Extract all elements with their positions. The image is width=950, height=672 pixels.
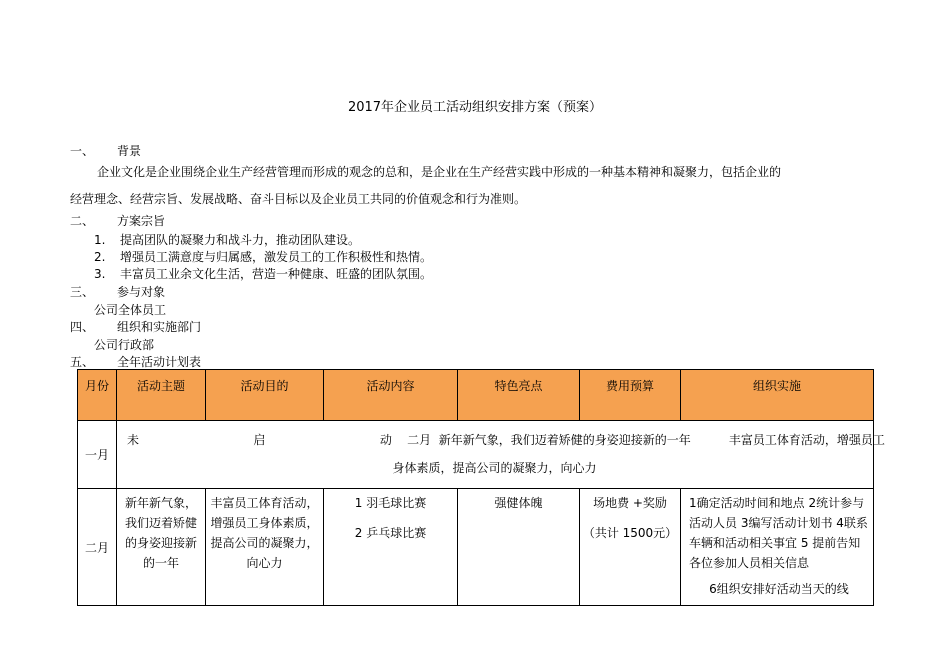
highlight-cell: 强健体魄 <box>458 489 580 606</box>
budget-line1: 场地费 +奖励 <box>593 496 667 510</box>
section-heading-5 <box>70 354 201 370</box>
header-theme: 活动主题 <box>117 370 206 421</box>
table-row <box>78 489 874 606</box>
organization-steps: 1确定活动时间和地点 2统计参与活动人员 3编写活动计划书 4联系车辆和活动相关事宜 5 提前告知各位参加人员相关信息 <box>689 496 868 570</box>
background-paragraph-line2: 经营理念、经营宗旨、发展战略、奋斗目标以及企业员工共同的价值观念和行为准则。 <box>70 192 527 206</box>
jan-line2: 身体素质，提高公司的凝聚力，向心力 <box>392 461 597 475</box>
theme-cell: 新年新气象，我们迈着矫健的身姿迎接新的一年 <box>117 489 206 606</box>
purpose-item-3: 3. 丰富员工业余文化生活，营造一种健康、旺盛的团队氛围。 <box>94 267 433 281</box>
section-title: 组织和实施部门 <box>117 320 202 334</box>
content-item-1: 1 羽毛球比赛 <box>354 496 427 510</box>
header-highlight: 特色亮点 <box>458 370 580 421</box>
section-heading-1 <box>70 143 141 159</box>
month-cell: 一月 <box>78 421 117 489</box>
section-number: 五、 <box>70 355 95 369</box>
header-month: 月份 <box>78 370 117 421</box>
purpose-item-2: 2. 增强员工满意度与归属感，激发员工的工作积极性和热情。 <box>94 250 433 264</box>
table-header-row <box>78 370 874 421</box>
jan-line1: 未 启 动 二月 新年新气象，我们迈着矫健的身姿迎接新的一年 丰富员工体育活动，增强员工 <box>127 433 885 447</box>
activity-plan-table <box>77 369 885 606</box>
table-row <box>78 421 874 489</box>
header-budget: 费用预算 <box>580 370 681 421</box>
month-cell: 二月 <box>78 489 117 606</box>
participants: 公司全体员工 <box>94 303 167 317</box>
section-heading-4 <box>70 319 201 335</box>
purpose-item-1: 1. 提高团队的凝聚力和战斗力，推动团队建设。 <box>94 233 361 247</box>
jan-merged-cell <box>117 421 885 489</box>
content-item-2: 2 乒乓球比赛 <box>354 526 427 540</box>
section-number: 四、 <box>70 320 95 334</box>
section-heading-3 <box>70 284 165 300</box>
section-number: 一、 <box>70 144 95 158</box>
section-number: 三、 <box>70 285 95 299</box>
section-title: 全年活动计划表 <box>117 355 202 369</box>
header-content: 活动内容 <box>324 370 458 421</box>
section-title: 方案宗旨 <box>117 214 166 228</box>
section-title: 背景 <box>117 144 142 158</box>
organization-cell <box>681 489 874 606</box>
background-paragraph-line1: 企业文化是企业围绕企业生产经营管理而形成的观念的总和，是企业在生产经营实践中形成的一种基本精神和凝聚力，包括企业的 <box>97 165 782 179</box>
budget-line2: （共计 1500元） <box>582 526 678 540</box>
budget-cell <box>580 489 681 606</box>
section-heading-2 <box>70 213 165 229</box>
header-organization: 组织实施 <box>681 370 874 421</box>
organization-step-6: 6组织安排好活动当天的线 <box>709 582 849 596</box>
content-cell <box>324 489 458 606</box>
page-title: 2017年企业员工活动组织安排方案（预案） <box>347 100 603 115</box>
section-number: 二、 <box>70 214 95 228</box>
department: 公司行政部 <box>94 338 155 352</box>
header-purpose: 活动目的 <box>206 370 324 421</box>
section-title: 参与对象 <box>117 285 166 299</box>
purpose-cell: 丰富员工体育活动，增强员工身体素质，提高公司的凝聚力，向心力 <box>206 489 324 606</box>
